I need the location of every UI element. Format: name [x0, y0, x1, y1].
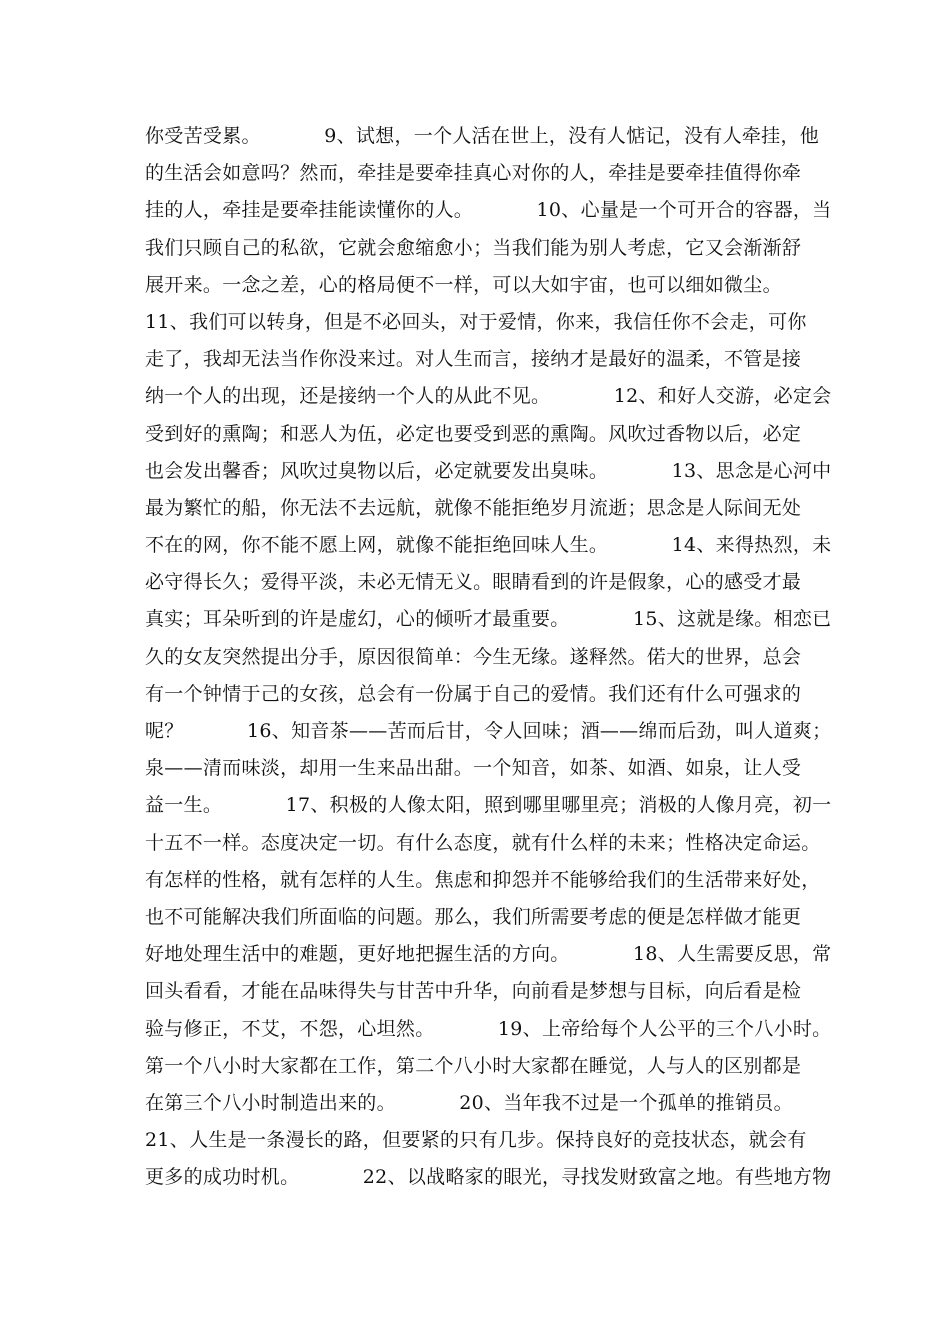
body-text [145, 118, 832, 1196]
text-line: 走了，我却无法当作你没来过。对人生而言，接纳才是最好的温柔，不管是接 [145, 348, 802, 371]
text-line: 好地处理生活中的难题，更好地把握生活的方向。 18、人生需要反思，常 [145, 943, 832, 966]
text-line: 泉——清而味淡，却用一生来品出甜。一个知音，如茶、如酒、如泉，让人受 [145, 757, 802, 780]
text-line: 最为繁忙的船，你无法不去远航，就像不能拒绝岁月流逝；思念是人际间无处 [145, 496, 802, 519]
text-line: 必守得长久；爱得平淡，未必无情无义。眼睛看到的许是假象，心的感受才最 [145, 571, 802, 594]
text-line: 也不可能解决我们所面临的问题。那么，我们所需要考虑的便是怎样做才能更 [145, 905, 802, 928]
text-line: 纳一个人的出现，还是接纳一个人的从此不见。 12、和好人交游，必定会 [145, 385, 832, 408]
text-line: 不在的网，你不能不愿上网，就像不能拒绝回味人生。 14、来得热烈，未 [145, 534, 832, 557]
text-line: 的生活会如意吗？然而，牵挂是要牵挂真心对你的人，牵挂是要牵挂值得你牵 [145, 162, 802, 185]
text-line: 回头看看，才能在品味得失与甘苦中升华，向前看是梦想与目标，向后看是检 [145, 980, 802, 1003]
text-line: 也会发出馨香；风吹过臭物以后，必定就要发出臭味。 13、思念是心河中 [145, 459, 832, 482]
text-line: 第一个八小时大家都在工作，第二个八小时大家都在睡觉，人与人的区别都是 [145, 1054, 802, 1077]
text-line: 21、人生是一条漫长的路，但要紧的只有几步。保持良好的竞技状态，就会有 [145, 1129, 807, 1152]
text-line: 挂的人，牵挂是要牵挂能读懂你的人。 10、心量是一个可开合的容器，当 [145, 199, 832, 222]
text-line: 久的女友突然提出分手，原因很简单：今生无缘。遂释然。偌大的世界，总会 [145, 645, 802, 668]
text-line: 受到好的熏陶；和恶人为伍，必定也要受到恶的熏陶。风吹过香物以后，必定 [145, 422, 802, 445]
text-line: 有怎样的性格，就有怎样的人生。焦虑和抑怨并不能够给我们的生活带来好处， [145, 868, 821, 891]
text-line: 我们只顾自己的私欲，它就会愈缩愈小；当我们能为别人考虑，它又会渐渐舒 [145, 236, 802, 259]
text-line: 益一生。 17、积极的人像太阳，照到哪里哪里亮；消极的人像月亮，初一 [145, 794, 832, 817]
text-line: 验与修正，不艾，不怨，心坦然。 19、上帝给每个人公平的三个八小时。 [145, 1017, 832, 1040]
text-line: 更多的成功时机。 22、以战略家的眼光，寻找发财致富之地。有些地方物 [145, 1166, 832, 1189]
text-line: 展开来。一念之差，心的格局便不一样，可以大如宇宙，也可以细如微尘。 [145, 273, 782, 296]
text-line: 11、我们可以转身，但是不必回头，对于爱情，你来，我信任你不会走，可你 [145, 310, 807, 333]
text-line: 有一个钟情于己的女孩，总会有一份属于自己的爱情。我们还有什么可强求的 [145, 682, 802, 705]
text-line: 呢？ 16、知音茶——苦而后甘，令人回味；酒——绵而后劲，叫人道爽； [145, 720, 832, 742]
text-line: 十五不一样。态度决定一切。有什么态度，就有什么样的未来；性格决定命运。 [145, 831, 821, 854]
text-line: 在第三个八小时制造出来的。 20、当年我不过是一个孤单的推销员。 [145, 1091, 793, 1114]
text-line: 真实；耳朵听到的许是虚幻，心的倾听才最重要。 15、这就是缘。相恋已 [145, 608, 832, 631]
text-line: 你受苦受累。 9、试想，一个人活在世上，没有人惦记，没有人牵挂，他 [145, 125, 820, 147]
